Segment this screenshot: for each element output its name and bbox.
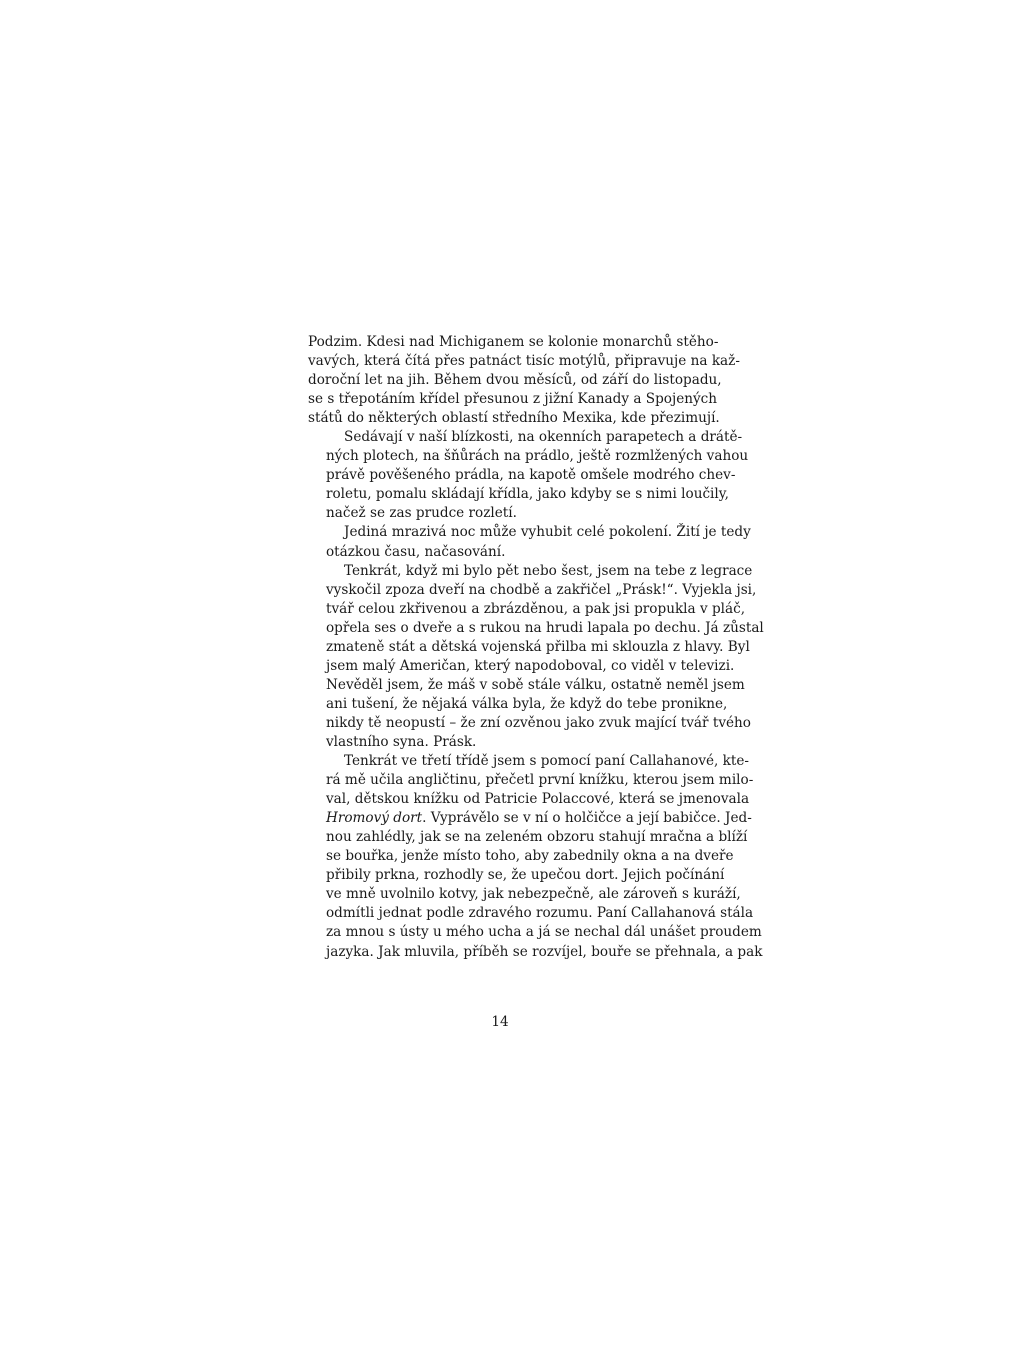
paragraph-3	[308, 523, 751, 561]
text-line: doroční let na jih. Během dvou měsíců, od září do listopadu,	[308, 372, 722, 389]
text-line: států do některých oblastí středního Mexika, kde přezimují.	[308, 410, 720, 427]
text-line: otázkou času, načasování.	[326, 543, 506, 560]
text-line: Tenkrát ve třetí třídě jsem s pomocí paní Callahanové, kte-	[344, 753, 750, 770]
text-line: načež se zas prudce rozletí.	[326, 505, 517, 522]
text-line: vlastního syna. Prásk.	[326, 733, 477, 750]
text-line: roletu, pomalu skládají křídla, jako kdyby se s nimi loučily,	[326, 486, 729, 503]
text-line: odmítli jednat podle zdravého rozumu. Paní Callahanová stála	[326, 905, 754, 922]
text-line: jsem malý Američan, který napodoboval, co viděl v televizi.	[326, 657, 735, 674]
text-line: vyskočil zpoza dveří na chodbě a zakřičel „Prásk!“. Vyjekla jsi,	[326, 581, 757, 598]
text-line: vavých, která čítá přes patnáct tisíc motýlů, připravuje na kaž-	[308, 353, 740, 370]
text-line: Nevěděl jsem, že máš v sobě stále válku, ostatně neměl jsem	[326, 676, 745, 693]
text-line: právě pověšeného prádla, na kapotě omšele modrého chev-	[326, 467, 736, 484]
page-number: 14	[491, 1014, 509, 1030]
text-line: rá mě učila angličtinu, přečetl první knížku, kterou jsem milo-	[326, 772, 754, 789]
book-title: Hromový dort	[326, 810, 423, 827]
paragraph-2	[308, 428, 749, 523]
body-text	[308, 333, 764, 962]
text-line: ve mně uvolnilo kotvy, jak nebezpečně, ale zároveň s kuráží,	[326, 886, 741, 903]
text-line: ani tušení, že nějaká válka byla, že když do tebe pronikne,	[326, 695, 728, 712]
text-line: tvář celou zkřivenou a zbrázděnou, a pak jsi propukla v pláč,	[326, 600, 746, 617]
text-line: nikdy tě neopustí – že zní ozvěnou jako zvuk mající tvář tvého	[326, 714, 751, 731]
text-line: Sedávají v naší blízkosti, na okenních parapetech a drátě-	[344, 429, 743, 446]
text-line: ných plotech, na šňůrách na prádlo, ještě rozmlžených vahou	[326, 448, 749, 465]
text-line: se bouřka, jenže místo toho, aby zabednily okna a na dveře	[326, 848, 734, 865]
text-line: nou zahlédly, jak se na zeleném obzoru stahují mračna a blíží	[326, 829, 748, 846]
text-line	[308, 809, 752, 828]
text-line: se s třepotáním křídel přesunou z jižní Kanady a Spojených	[308, 391, 718, 408]
text-fragment: . Vyprávělo se v ní o holčičce a její babičce. Jed-	[422, 810, 752, 827]
text-line: jazyka. Jak mluvila, příběh se rozvíjel, bouře se přehnala, a pak	[326, 943, 763, 960]
paragraph-1	[308, 333, 740, 428]
text-line: zmateně stát a dětská vojenská přilba mi sklouzla z hlavy. Byl	[326, 638, 750, 655]
text-line: za mnou s ústy u mého ucha a já se nechal dál unášet proudem	[326, 924, 762, 941]
text-line: val, dětskou knížku od Patricie Polaccové, která se jmenovala	[326, 791, 750, 808]
text-line: Podzim. Kdesi nad Michiganem se kolonie monarchů stěho-	[308, 334, 719, 350]
text-line: Jediná mrazivá noc může vyhubit celé pokolení. Žití je tedy	[344, 524, 751, 541]
text-line: přibily prkna, rozhodly se, že upečou dort. Jejich počínání	[326, 867, 725, 884]
text-line: opřela ses o dveře a s rukou na hrudi lapala po dechu. Já zůstal	[326, 619, 764, 636]
text-line: Tenkrát, když mi bylo pět nebo šest, jsem na tebe z legrace	[344, 562, 753, 579]
paragraph-4	[308, 562, 764, 752]
paragraph-5	[308, 752, 763, 962]
